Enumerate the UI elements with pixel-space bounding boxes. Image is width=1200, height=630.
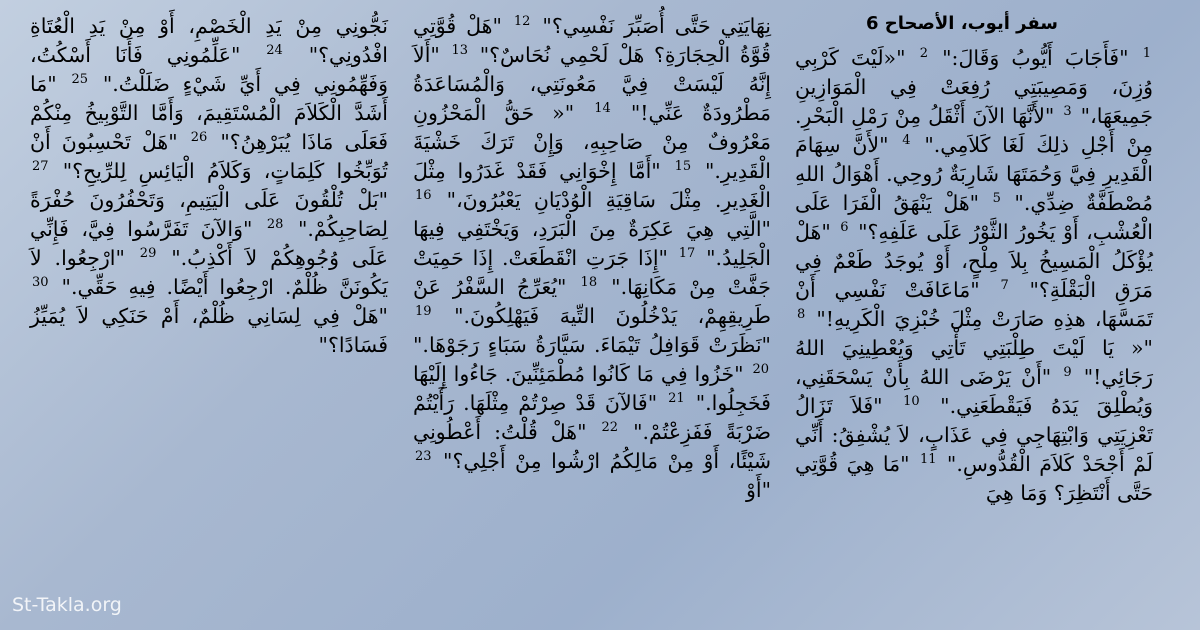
verse-text: نِهَايَتِي حَتَّى أُصَبِّرَ نَفْسِي؟" — [542, 14, 771, 38]
verse-number: 9 — [1063, 365, 1072, 381]
verse-text: "هَلْ تَحْسِبُونَ أَنْ تُوَبِّخُوا كَلِمَاتٍ، وَكَلاَمُ الْيَائِسِ لِلرِّيحِ؟" — [30, 130, 388, 183]
text-column-3 — [30, 12, 388, 360]
verse-number: 11 — [919, 452, 937, 468]
verse-number: 15 — [674, 159, 692, 175]
verse-number: 2 — [919, 46, 928, 62]
verse-number: 10 — [903, 394, 920, 410]
page-title: سفر أيوب، الأصحاح 6 — [866, 13, 1058, 34]
verse-text: "يُعَرِّجُ السَّفْرُ عَنْ طَرِيقِهِمْ، يَدْخُلُونَ التِّيهَ فَيَهْلِكُونَ." — [413, 275, 771, 328]
verse-number: 24 — [266, 43, 283, 59]
verse-text: "بَلْ تُلْقُونَ عَلَى الْيَتِيمِ، وَتَحْفُرُونَ حُفْرَةً لِصَاحِبِكُمْ." — [30, 188, 388, 241]
verse-number: 14 — [594, 101, 611, 117]
verse-number: 21 — [668, 391, 685, 407]
verse-text: "فَالآنَ قَدْ صِرْتُمْ مِثْلَهَا. رَأَيْتُمْ ضَرْبَةً فَفَزِعْتُمْ." — [413, 391, 771, 444]
verse-text: "عَلِّمُونِي فَأَنَا أَسْكُتُ، وَفَهِّمُونِي فِي أَيِّ شَيْءٍ ضَلَلْتُ." — [30, 43, 388, 96]
verse-text: "مَا أَشَدَّ الْكَلاَمَ الْمُسْتَقِيمَ، وَأَمَّا التَّوْبِيخُ مِنْكُمْ فَعَلَى مَاذَا يُبَرْهِنُ؟" — [30, 72, 389, 154]
verse-block — [795, 44, 1153, 508]
verse-text: "مَاعَافَتْ نَفْسِي أَنْ تَمَسَّهَا، هذِهِ صَارَتْ مِثْلَ خُبْزِيَ الْكَرِيهِ!" — [795, 278, 1153, 331]
verse-text: "مَا هِيَ قُوَّتِي حَتَّى أَنْتَظِرَ؟ وَمَا هِيَ — [795, 452, 1153, 505]
site-watermark: St-Takla.org — [12, 594, 122, 616]
verse-text: "أَمَّا إِخْوَانِي فَقَدْ غَدَرُوا مِثْلَ الْغَدِيرِ. مِثْلَ سَاقِيَةِ الْوُدْيَانِ يَعْبُرُونَ،" — [413, 159, 771, 212]
verse-number: 27 — [32, 159, 49, 175]
verse-text: "أَوْ — [745, 478, 771, 502]
verse-text: "لأَنَّهَا الآنَ أَثْقَلُ مِنْ رَمْلِ الْبَحْرِ. مِنْ أَجْلِ ذلِكَ لَغَا كَلاَمِي." — [795, 104, 1153, 157]
verse-text: "فَأَجَابَ أَيُّوبُ وَقَالَ:" — [942, 46, 1129, 70]
verse-number: 22 — [601, 420, 619, 436]
verse-text: "ارْجِعُوا. لاَ يَكُونَنَّ ظُلْمٌ. ارْجِعُوا أَيْضًا. فِيهِ حَقِّي." — [30, 246, 388, 299]
verse-text: "أَنْ يَرْضَى اللهُ بِأَنْ يَسْحَقَنِي، وَيُطْلِقَ يَدَهُ فَيَقْطَعَنِي." — [795, 365, 1153, 418]
verse-block — [413, 12, 771, 505]
verse-number: 16 — [415, 188, 432, 204]
verse-text: "هَلْ يَنْهَقُ الْفَرَا عَلَى الْعُشْبِ، أَوْ يَخُورُ الثَّوْرُ عَلَى عَلَفِهِ؟" — [795, 191, 1153, 244]
verse-number: 29 — [139, 246, 157, 262]
verse-number: 20 — [752, 362, 769, 378]
verse-text: "هَلْ قُلْتُ: أَعْطُونِي شَيْئًا، أَوْ مِنْ مَالِكُمُ ارْشُوا مِنْ أَجْلِي؟" — [413, 420, 771, 473]
verse-number: 7 — [1000, 278, 1009, 294]
verse-text: "إِذَا جَرَتِ انْقَطَعَتْ. إِذَا حَمِيَتْ جَفَّتْ مِنْ مَكَانِهَا." — [413, 246, 771, 299]
verse-number: 8 — [797, 307, 806, 323]
verse-number: 4 — [902, 133, 911, 149]
verse-number: 25 — [71, 72, 89, 88]
verse-text: "أَلاَ إِنَّهُ لَيْسَتْ فِيَّ مَعُونَتِي، وَالْمُسَاعَدَةُ مَطْرُودَةٌ عَنِّي!" — [413, 43, 771, 125]
verse-text: "هَلْ قُوَّتِي قُوَّةُ الْحِجَارَةِ؟ هَلْ لَحْمِي نُحَاسٌ؟" — [413, 14, 771, 67]
verse-number: 17 — [678, 246, 696, 262]
verse-text: "وَالآنَ تَفَرَّسُوا فِيَّ، فَإِنِّي عَلَى وُجُوهِكُمْ لاَ أَكْذِبُ." — [30, 217, 388, 270]
verse-text: "الَّتِي هِيَ عَكِرَةٌ مِنَ الْبَرَدِ، وَيَخْتَفِي فِيهَا الْجَلِيدُ." — [413, 217, 771, 270]
verse-number: 3 — [1063, 104, 1072, 120]
verse-text: "فَلاَ تَزَالُ تَعْزِيَتِي وَابْتِهَاجِي فِي عَذَابٍ، لاَ يُشْفِقُ: أَنِّي لَمْ أَجْحَدْ كَلاَمَ الْقُدُّوسِ." — [795, 394, 1153, 476]
verse-number: 19 — [415, 304, 432, 320]
verse-number: 5 — [992, 191, 1001, 207]
verse-text: "« حَقُّ الْمَحْزُونِ مَعْرُوفٌ مِنْ صَاحِبِهِ، وَإِنْ تَرَكَ خَشْيَةَ الْقَدِيرِ." — [413, 101, 771, 183]
verse-text: "نَظَرَتْ قَوَافِلُ تَيْمَاءَ. سَيَّارَةُ سَبَاءٍ رَجَوْهَا." — [413, 333, 771, 357]
verse-number: 23 — [415, 449, 432, 465]
verse-number: 6 — [840, 220, 849, 236]
verse-number: 26 — [190, 130, 208, 146]
verse-text: "«لَيْتَ كَرْبِي وُزِنَ، وَمَصِيبَتِي رُفِعَتْ فِي الْمَوَازِينِ جَمِيعَهَا،" — [795, 46, 1153, 128]
verse-number: 28 — [266, 217, 284, 233]
verse-number: 12 — [513, 14, 531, 30]
verse-number: 1 — [1142, 46, 1151, 62]
verse-text: "خَزُوا فِي مَا كَانُوا مُطْمَئِنِّينَ. جَاءُوا إِلَيْهَا فَخَجِلُوا." — [413, 362, 771, 415]
verse-number: 30 — [32, 275, 49, 291]
text-column-1 — [795, 12, 1153, 508]
verse-text: "هَلْ يُؤْكَلُ الْمَسِيخُ بِلاَ مِلْحٍ، أَوْ يُوجَدُ طَعْمٌ فِي مَرَقِ الْبَقْلَةِ؟" — [795, 220, 1153, 302]
verse-text: نَجُّونِي مِنْ يَدِ الْخَصْمِ، أَوْ مِنْ يَدِ الْعُتَاةِ افْدُونِي؟" — [30, 14, 388, 67]
verse-block — [30, 12, 388, 360]
verse-text: "هَلْ فِي لِسَانِي ظُلْمٌ، أَمْ حَنَكِي لاَ يُمَيِّزُ فَسَادًا؟" — [30, 304, 388, 357]
text-column-2 — [413, 12, 771, 505]
verse-number: 18 — [580, 275, 598, 291]
verse-number: 13 — [451, 43, 469, 59]
verse-text: "« يَا لَيْتَ طِلْبَتِي تَأْتِي وَيُعْطِينِيَ اللهُ رَجَائِي!" — [795, 336, 1153, 389]
verse-text: "لأَنَّ سِهَامَ الْقَدِيرِ فِيَّ وَحُمَتَهَا شَارِبَةٌ رُوحِي. أَهْوَالُ اللهِ مُصْطَفَّةٌ ضِدِّي." — [795, 133, 1153, 215]
